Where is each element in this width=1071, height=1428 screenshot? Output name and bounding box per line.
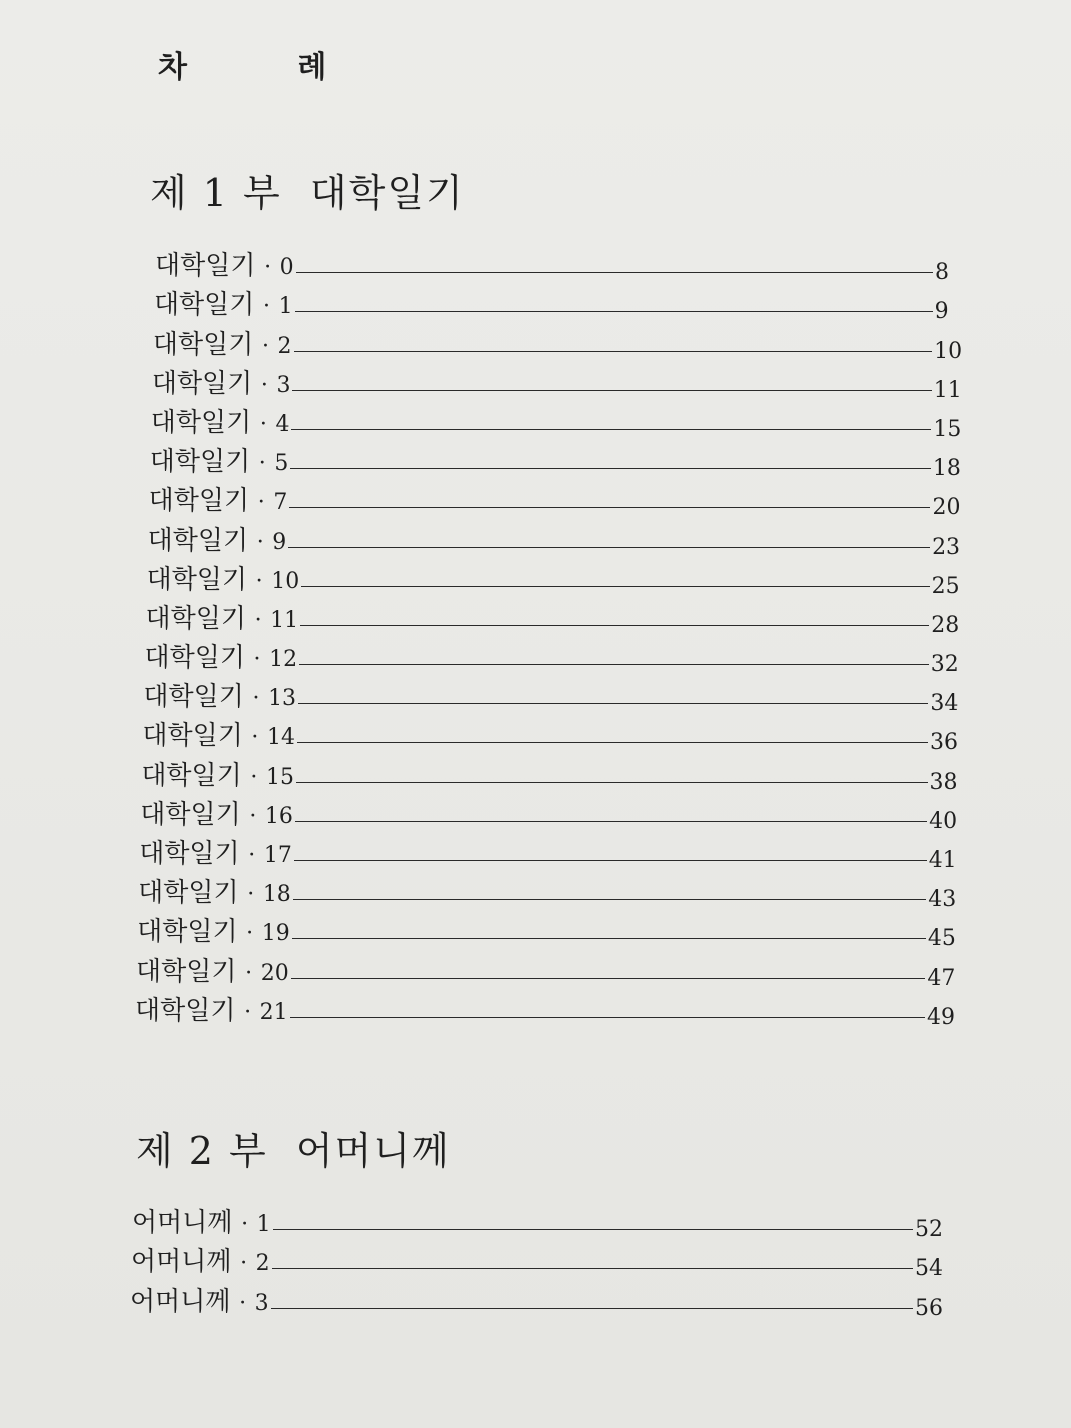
entry-number: 14 (267, 725, 296, 751)
entry-label (151, 409, 290, 444)
entry-label (130, 1288, 269, 1323)
toc-entry (0, 287, 1071, 326)
entry-page-number: 47 (927, 965, 956, 991)
leader-line (291, 429, 931, 430)
toc-entry (0, 1205, 1071, 1244)
leader-line (291, 978, 926, 979)
entry-separator: · (244, 999, 252, 1025)
toc-entry (0, 248, 1071, 287)
leader-line (271, 1308, 913, 1309)
leader-line (296, 782, 928, 783)
entry-label (150, 448, 289, 483)
entry-separator: · (252, 686, 260, 712)
toc-entry (0, 366, 1071, 405)
entry-number: 21 (259, 999, 288, 1025)
entry-label (140, 801, 293, 836)
leader-line (292, 938, 926, 939)
entry-number: 3 (254, 1290, 269, 1316)
entry-title: 대학일기 (142, 721, 243, 752)
part-1-heading: 제 1 부 대학일기 (150, 171, 465, 215)
entry-title: 대학일기 (141, 760, 242, 791)
entry-separator: · (249, 803, 257, 829)
entry-label (149, 487, 288, 522)
entry-separator: · (248, 843, 256, 868)
entry-label (131, 1248, 270, 1283)
part-1-entry-list (0, 248, 1071, 1032)
part-2-heading: 제 2 부 어머니께 (136, 1129, 451, 1173)
entry-title: 대학일기 (139, 839, 240, 869)
entry-separator: · (263, 294, 270, 320)
entry-title: 어머니께 (132, 1208, 233, 1239)
entry-label (141, 762, 294, 797)
entry-separator: · (239, 1290, 247, 1316)
leader-line (290, 1017, 925, 1018)
entry-label (143, 683, 296, 718)
entry-number: 4 (275, 411, 290, 437)
entry-separator: · (245, 960, 253, 986)
entry-page-number: 41 (928, 848, 957, 873)
entry-page-number: 45 (927, 926, 956, 952)
entry-separator: · (259, 411, 267, 437)
part-2-entry-list (0, 1205, 1071, 1323)
toc-entry (0, 836, 1071, 875)
leader-line (297, 742, 928, 743)
entry-page-number: 10 (934, 338, 963, 364)
toc-entry (0, 993, 1071, 1032)
entry-page-number: 54 (915, 1256, 943, 1282)
entry-label (139, 840, 292, 875)
entry-page-number: 43 (928, 887, 957, 913)
entry-page-number: 32 (930, 652, 959, 678)
toc-entry (0, 405, 1071, 444)
toc-entry (0, 601, 1071, 640)
entry-page-number: 38 (929, 769, 958, 795)
leader-line (300, 625, 929, 626)
entry-title: 대학일기 (140, 799, 241, 830)
entry-label (142, 722, 295, 757)
entry-separator: · (253, 647, 261, 673)
entry-label (147, 566, 300, 601)
toc-entry (0, 757, 1071, 796)
entry-title: 대학일기 (149, 447, 251, 478)
leader-line (290, 468, 931, 469)
entry-title: 어머니께 (131, 1247, 232, 1278)
entry-separator: · (246, 921, 254, 947)
toc-entry (0, 875, 1071, 914)
toc-entry (0, 953, 1071, 992)
leader-line (294, 860, 927, 861)
entry-page-number: 49 (927, 1004, 955, 1030)
entry-separator: · (257, 490, 265, 516)
entry-number: 13 (268, 686, 297, 712)
entry-title: 대학일기 (137, 917, 238, 948)
toc-entry (0, 1244, 1071, 1283)
entry-number: 10 (271, 568, 300, 594)
entry-page-number: 52 (915, 1217, 943, 1243)
toc-entry (0, 522, 1071, 561)
leader-line (299, 664, 929, 665)
leader-line (298, 703, 928, 704)
entry-number: 2 (255, 1251, 270, 1277)
entry-page-number: 36 (929, 730, 958, 756)
entry-label (154, 291, 293, 326)
entry-number: 2 (277, 333, 292, 359)
entry-number: 17 (263, 843, 292, 868)
entry-number: 1 (256, 1212, 271, 1238)
entry-title: 어머니께 (130, 1286, 231, 1317)
entry-title: 대학일기 (135, 995, 236, 1026)
toc-entry (0, 444, 1071, 483)
entry-page-number: 25 (931, 573, 960, 599)
entry-number: 16 (264, 803, 293, 829)
toc-entry (0, 718, 1071, 757)
entry-page-number: 8 (935, 260, 949, 286)
toc-entry (0, 797, 1071, 836)
entry-number: 3 (276, 372, 291, 398)
entry-label (153, 331, 292, 366)
leader-line (288, 547, 930, 548)
entry-label (132, 1209, 271, 1244)
entry-number: 11 (270, 607, 299, 633)
entry-separator: · (255, 568, 263, 594)
leader-line (289, 507, 930, 508)
entry-page-number: 23 (932, 534, 961, 560)
entry-label (137, 918, 290, 953)
toc-entry (0, 640, 1071, 679)
entry-title: 대학일기 (144, 643, 245, 674)
leader-line (296, 272, 933, 273)
entry-title: 대학일기 (146, 564, 248, 595)
toc-entry (0, 483, 1071, 522)
toc-entry (0, 679, 1071, 718)
leader-line (293, 899, 926, 900)
entry-separator: · (247, 882, 255, 908)
entry-separator: · (264, 255, 272, 281)
toc-title: 차 례 (158, 50, 377, 85)
toc-entry (0, 326, 1071, 365)
entry-title: 대학일기 (151, 368, 253, 399)
entry-separator: · (260, 372, 268, 398)
entry-title: 대학일기 (143, 682, 244, 713)
entry-page-number: 34 (930, 691, 959, 717)
entry-number: 0 (279, 255, 294, 281)
entry-label (155, 252, 294, 287)
entry-label (146, 605, 299, 640)
entry-label (138, 879, 291, 914)
entry-title: 대학일기 (153, 290, 255, 321)
entry-separator: · (241, 1212, 249, 1238)
entry-number: 20 (260, 960, 289, 986)
leader-line (273, 1229, 913, 1230)
leader-line (301, 586, 929, 587)
leader-line (272, 1268, 913, 1269)
entry-separator: · (256, 529, 264, 555)
entry-number: 15 (265, 764, 294, 790)
entry-separator: · (258, 451, 266, 477)
leader-line (294, 351, 933, 352)
entry-separator: · (261, 333, 269, 359)
entry-separator: · (254, 607, 262, 633)
entry-label (136, 958, 289, 993)
entry-title: 대학일기 (138, 878, 239, 909)
entry-label (144, 644, 297, 679)
entry-title: 대학일기 (147, 525, 249, 556)
entry-title: 대학일기 (148, 486, 250, 517)
entry-page-number: 9 (934, 299, 949, 325)
leader-line (295, 311, 933, 312)
entry-page-number: 18 (932, 456, 961, 482)
leader-line (292, 390, 931, 391)
entry-separator: · (251, 725, 259, 751)
entry-label (135, 997, 288, 1032)
entry-number: 7 (273, 490, 288, 516)
leader-line (295, 821, 927, 822)
entry-page-number: 15 (933, 416, 962, 442)
toc-entry (0, 914, 1071, 953)
entry-number: 18 (262, 882, 291, 908)
entry-label (152, 370, 291, 405)
toc-entry (0, 1283, 1071, 1322)
entry-page-number: 11 (933, 377, 962, 403)
entry-separator: · (240, 1251, 248, 1277)
entry-page-number: 40 (929, 808, 958, 834)
entry-page-number: 28 (931, 612, 960, 638)
entry-number: 5 (274, 451, 289, 477)
entry-page-number: 20 (932, 495, 961, 521)
entry-number: 1 (278, 294, 293, 320)
entry-number: 9 (272, 529, 287, 555)
entry-title: 대학일기 (150, 407, 252, 438)
entry-number: 12 (269, 647, 298, 673)
entry-page-number: 56 (915, 1295, 943, 1321)
entry-title: 대학일기 (145, 603, 246, 634)
entry-label (148, 527, 287, 562)
toc-entry (0, 562, 1071, 601)
entry-separator: · (250, 764, 258, 790)
entry-number: 19 (261, 921, 290, 947)
entry-title: 대학일기 (152, 329, 254, 360)
entry-title: 대학일기 (155, 251, 256, 282)
entry-title: 대학일기 (136, 956, 237, 987)
